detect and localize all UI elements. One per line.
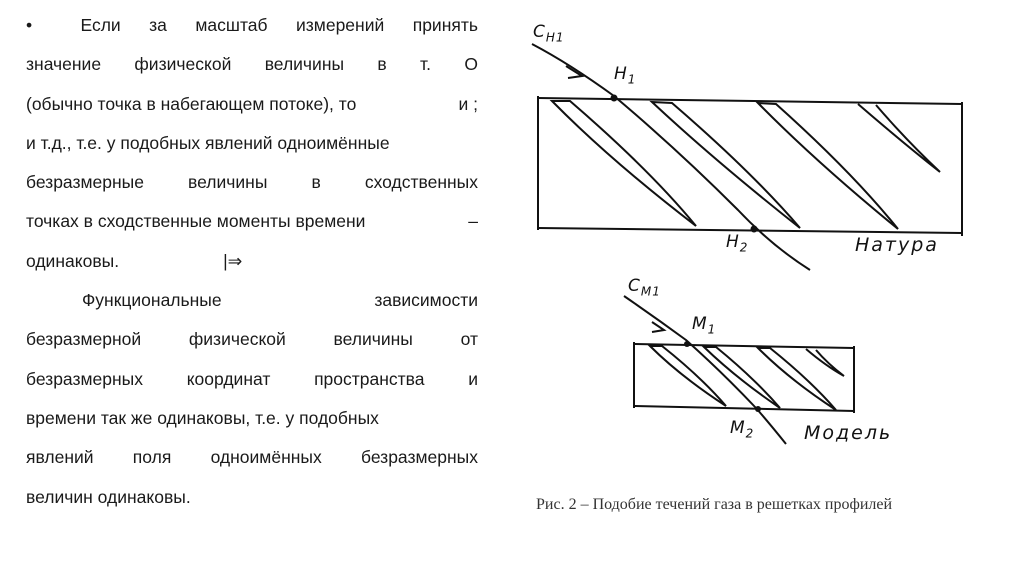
text-word: физической xyxy=(134,54,232,75)
cascade-similarity-figure xyxy=(500,0,1024,520)
implies-symbol: |⇒ xyxy=(223,250,243,271)
text-line xyxy=(26,85,478,124)
text-word: и т.д., т.е. у подобных явлений одноимённые xyxy=(26,132,390,153)
model-blade-1 xyxy=(650,346,726,406)
text-word: Функциональные xyxy=(82,290,222,311)
text-word: одноимённых xyxy=(210,447,322,468)
nature-inflow-velocity-label: $C_{H1}$ xyxy=(533,22,565,45)
text-line xyxy=(26,45,478,84)
text-word: и ; xyxy=(458,93,478,114)
text-line xyxy=(26,360,478,399)
bullet-marker: • xyxy=(26,15,33,35)
text-word: принять xyxy=(412,15,478,35)
text-word: пространства xyxy=(314,368,425,389)
text-word: зависимости xyxy=(374,290,478,311)
text-word: величины xyxy=(264,54,345,75)
text-word: за xyxy=(149,15,167,35)
text-word: времени так же одинаковы, т.е. у подобных xyxy=(26,407,379,428)
cascade-drawing xyxy=(500,0,1024,520)
text-word: величин одинаковы. xyxy=(26,486,191,507)
text-line xyxy=(26,281,478,320)
nature-point-2-label: $H_2$ xyxy=(726,232,749,255)
text-line xyxy=(26,478,478,517)
text-word: и xyxy=(468,368,478,389)
nature-point-exit xyxy=(751,226,758,233)
figure-caption: Рис. 2 – Подобие течений газа в решетках профилей xyxy=(536,496,893,513)
model-cascade-bottom-wall xyxy=(634,406,854,411)
model-point-2-label: $M_2$ xyxy=(730,418,755,441)
model-caption-label: Модель xyxy=(804,422,893,444)
text-word: явлений xyxy=(26,447,94,468)
model-point-entry xyxy=(684,341,690,347)
text-word: координат xyxy=(186,368,271,389)
text-word: сходственных xyxy=(364,172,478,193)
text-word: т. xyxy=(420,54,431,75)
text-line xyxy=(26,399,478,438)
model-cascade-top-wall xyxy=(634,344,854,348)
nature-point-entry xyxy=(611,95,618,102)
text-word: (обычно точка в набегающем потоке), то xyxy=(26,93,357,114)
text-word: масштаб xyxy=(195,15,268,35)
text-word: в xyxy=(377,54,387,75)
model-blade-4 xyxy=(806,349,844,376)
text-line xyxy=(26,242,478,281)
nature-caption-label: Натура xyxy=(855,234,939,256)
nature-cascade-bottom-wall xyxy=(538,228,962,233)
text-word: измерений xyxy=(296,15,385,35)
text-word: одинаковы. xyxy=(26,250,120,271)
slide-text xyxy=(26,6,478,517)
text-line xyxy=(26,320,478,359)
model-point-exit xyxy=(755,406,761,412)
text-word: О xyxy=(464,54,478,75)
nature-cascade-top-wall xyxy=(538,98,962,104)
text-line xyxy=(26,124,478,163)
text-word: точках в сходственные моменты времени xyxy=(26,211,366,232)
text-word: безразмерной xyxy=(26,329,142,350)
text-word: в xyxy=(311,172,321,193)
paragraph-functional-dependence xyxy=(26,281,478,517)
text-line xyxy=(26,438,478,477)
text-word: безразмерных xyxy=(26,368,143,389)
text-word: от xyxy=(460,329,478,350)
text-word: безразмерные xyxy=(26,172,144,193)
text-word: величины xyxy=(188,172,268,193)
text-word: – xyxy=(468,211,478,232)
text-line xyxy=(26,6,478,45)
nature-blade-4 xyxy=(858,104,940,172)
text-word: величины xyxy=(333,329,413,350)
text-word: безразмерных xyxy=(361,447,478,468)
nature-blade-1 xyxy=(552,101,696,226)
model-inflow-velocity-label: $C_{M1}$ xyxy=(628,276,661,299)
text-word: Если xyxy=(80,15,121,35)
text-line xyxy=(26,163,478,202)
nature-point-1-label: $H_1$ xyxy=(614,64,637,87)
text-line xyxy=(26,202,478,241)
model-point-1-label: $M_1$ xyxy=(692,314,717,337)
text-word: значение xyxy=(26,54,102,75)
text-word: поля xyxy=(132,447,172,468)
text-word: физической xyxy=(188,329,286,350)
paragraph-similarity-definition xyxy=(26,6,478,281)
